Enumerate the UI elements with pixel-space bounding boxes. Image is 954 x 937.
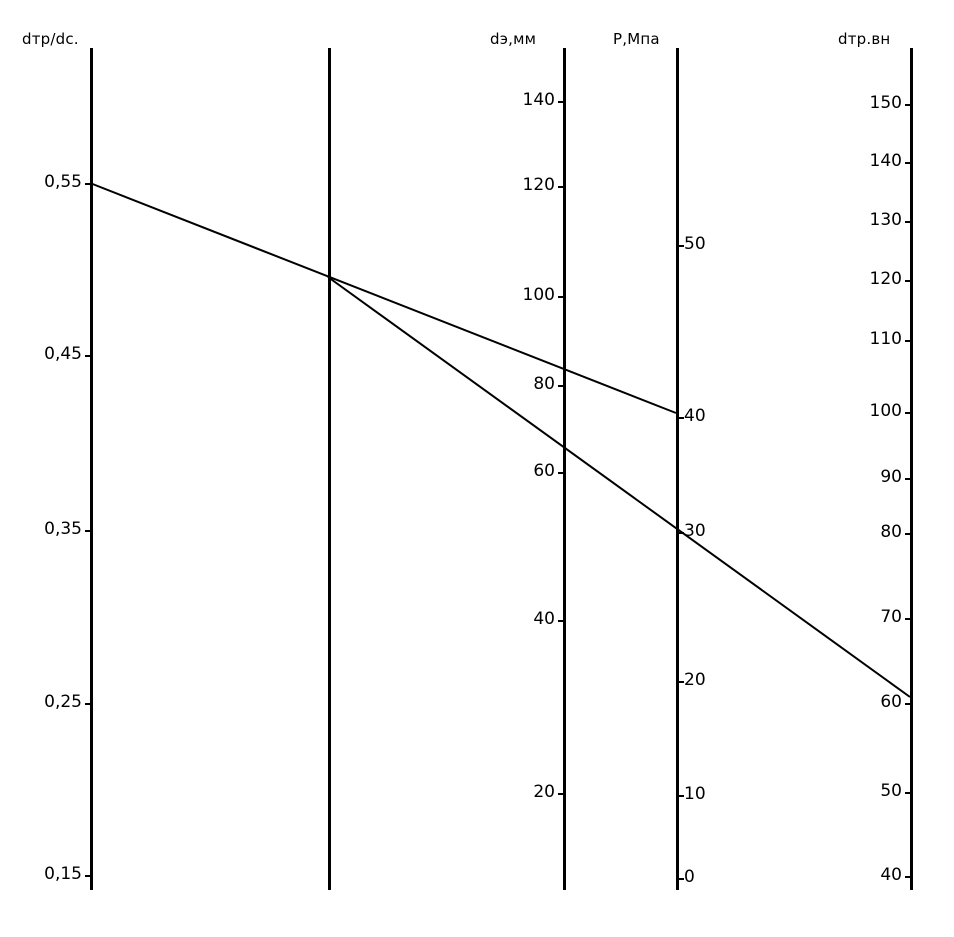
axis-dtr-vn-tick-label: 100 bbox=[869, 401, 902, 421]
transfer-line-upper bbox=[90, 183, 676, 413]
axis-dtr-vn-tick-label: 60 bbox=[880, 692, 902, 712]
axis-dtr-dc-tick-label: 0,55 bbox=[44, 172, 82, 192]
axis-p-mpa-tick-label: 10 bbox=[684, 784, 706, 804]
axis-dtr-vn-tick-label: 140 bbox=[869, 151, 902, 171]
axis-p-mpa-tick-label: 40 bbox=[684, 406, 706, 426]
axis-dtr-vn-tick-label: 110 bbox=[869, 329, 902, 349]
axis-dtr-vn-tick-label: 150 bbox=[869, 93, 902, 113]
axis-dtr-vn-title: dтр.вн bbox=[838, 30, 891, 48]
axis-dtr-vn-tick-label: 90 bbox=[880, 467, 902, 487]
axis-p-mpa-tick-label: 0 bbox=[684, 867, 695, 887]
axis-p-mpa-tick-label: 20 bbox=[684, 670, 706, 690]
axis-dz-mm-tick-label: 100 bbox=[522, 285, 555, 305]
axis-dtr-vn-tick-label: 70 bbox=[880, 607, 902, 627]
transfer-line-lower bbox=[328, 277, 910, 697]
axis-dz-mm-title: dэ,мм bbox=[490, 30, 537, 48]
axis-dz-mm-tick-label: 60 bbox=[533, 461, 555, 481]
axis-dtr-vn-tick-label: 120 bbox=[869, 269, 902, 289]
axis-dtr-vn-tick-label: 80 bbox=[880, 522, 902, 542]
axis-dz-mm-tick-label: 20 bbox=[533, 782, 555, 802]
axis-p-mpa-title: P,Мпа bbox=[613, 30, 660, 48]
axis-dz-mm-tick-label: 120 bbox=[522, 175, 555, 195]
axis-p-mpa-tick-label: 30 bbox=[684, 521, 706, 541]
axis-dtr-vn-tick-label: 50 bbox=[880, 781, 902, 801]
axis-dtr-dc-tick-label: 0,15 bbox=[44, 864, 82, 884]
axis-dz-mm-tick-label: 80 bbox=[533, 374, 555, 394]
axis-dz-mm-tick-label: 140 bbox=[522, 90, 555, 110]
axis-dtr-dc-tick-label: 0,35 bbox=[44, 519, 82, 539]
axis-dtr-dc-title: dтр/dc. bbox=[22, 30, 79, 48]
axis-dtr-dc-tick-label: 0,45 bbox=[44, 344, 82, 364]
axis-dz-mm-tick-label: 40 bbox=[533, 609, 555, 629]
axis-dtr-vn-tick-label: 130 bbox=[869, 210, 902, 230]
axis-dtr-vn-tick-label: 40 bbox=[880, 865, 902, 885]
axis-dtr-dc-tick-label: 0,25 bbox=[44, 692, 82, 712]
axis-p-mpa-tick-label: 50 bbox=[684, 234, 706, 254]
